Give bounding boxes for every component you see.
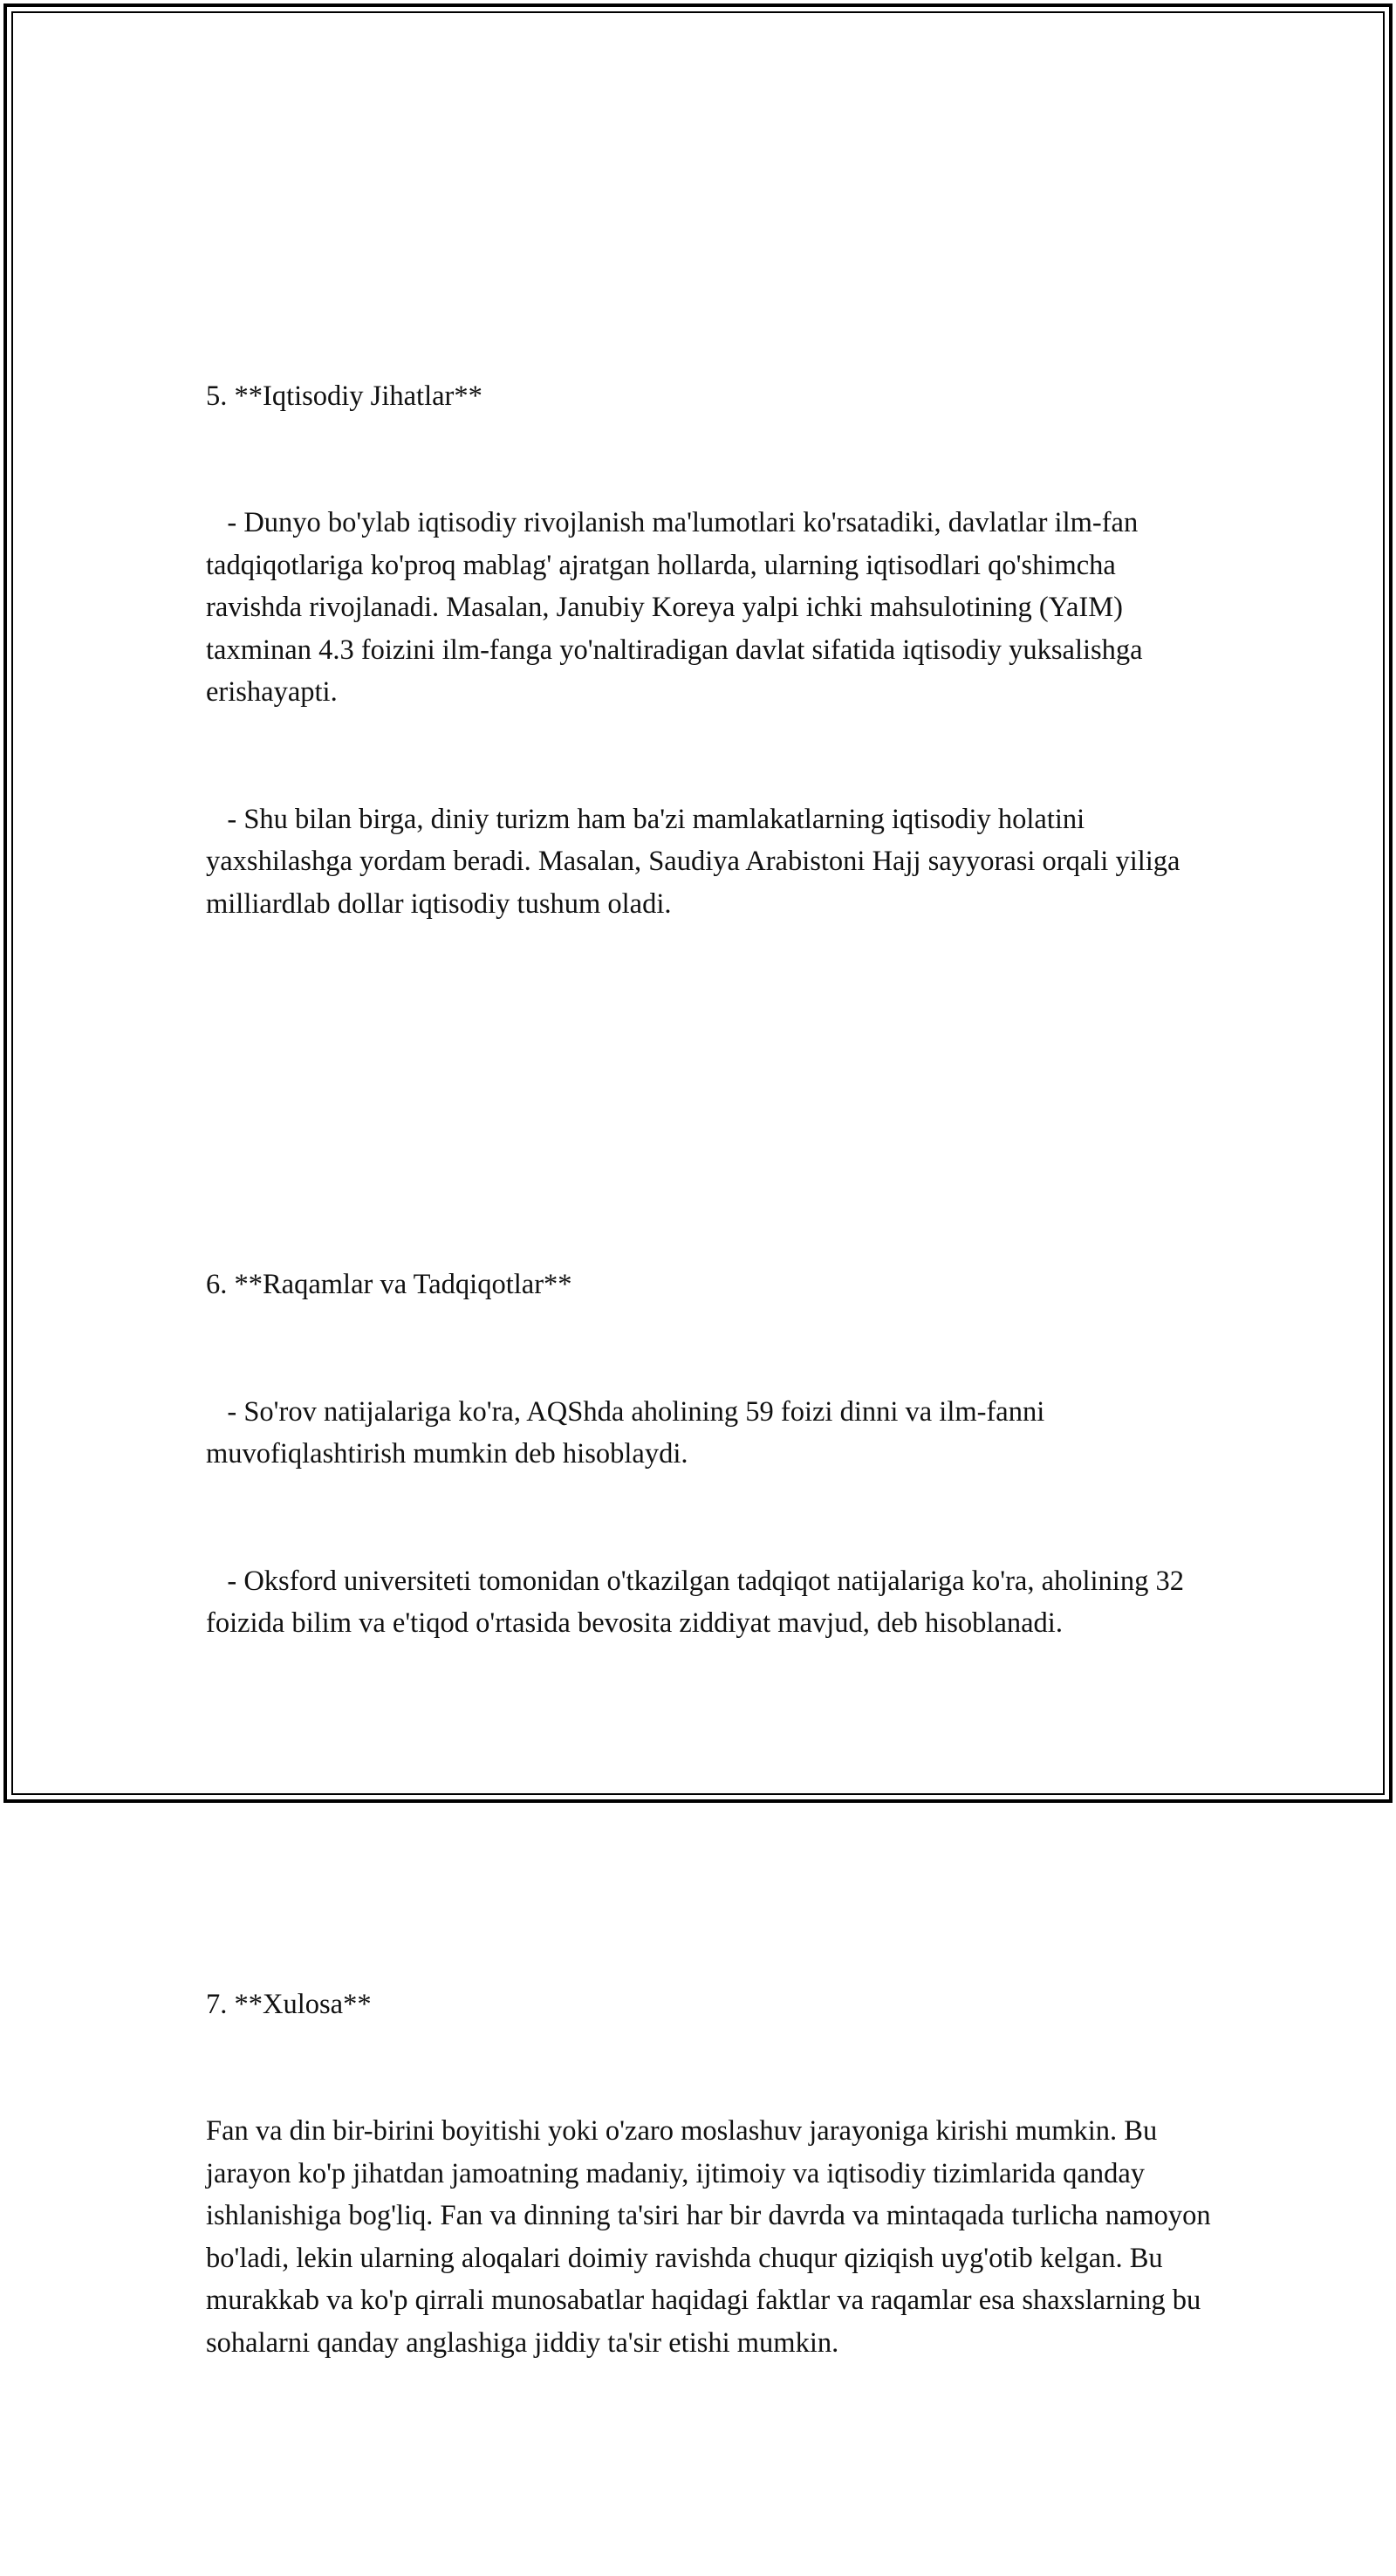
section-heading: 7. **Xulosa**	[206, 1988, 372, 2020]
section-heading: 6. **Raqamlar va Tadqiqotlar**	[206, 1269, 572, 1300]
section-economic-aspects	[206, 291, 1218, 1011]
bullet-paragraph: - So'rov natijalariga ko'ra, AQShda aholining 59 foizi dinni va ilm-fanni muvofiqlashtirish mumkin deb hisoblaydi.	[206, 1395, 1052, 1470]
section-heading: 5. **Iqtisodiy Jihatlar**	[206, 380, 482, 412]
section-conclusion	[206, 1899, 1218, 2449]
bullet-paragraph: - Dunyo bo'ylab iqtisodiy rivojlanish ma'lumotlari ko'rsatadiki, davlatlar ilm-fan tadqiqotlariga ko'proq mablag' ajratgan hollarda, ularning iqtisodlari qo'shimcha ravishda rivojlanadi. Masalan, Janubiy Koreya yalpi ichki mahsulotining (YaIM) taxminan 4.3 foizini ilm-fanga yo'naltiradigan davlat sifatida iqtisodiy yuksalishga erishayapti.	[206, 507, 1150, 708]
bullet-paragraph: - Shu bilan birga, diniy turizm ham ba'zi mamlakatlarning iqtisodiy holatini yaxshilashga yordam beradi. Masalan, Saudiya Arabistoni Hajj sayyorasi orqali yiliga milliardlab dollar iqtisodiy tushum oladi.	[206, 803, 1187, 920]
document-body	[206, 163, 1218, 2576]
conclusion-paragraph: Fan va din bir-birini boyitishi yoki o'zaro moslashuv jarayoniga kirishi mumkin. Bu jarayon ko'p jihatdan jamoatning madaniy, ijtimoiy va iqtisodiy tizimlarida qanday ishlanishiga bog'liq. Fan va dinning ta'siri har bir davrda va mintaqada turlicha namoyon bo'ladi, lekin ularning aloqalari doimiy ravishda chuqur qiziqish uyg'otib kelgan. Bu murakkab va ko'p qirrali munosabatlar haqidagi faktlar va raqamlar esa shaxslarning bu sohalarni qanday anglashiga jiddiy ta'sir etishi mumkin.	[206, 2115, 1218, 2359]
bullet-paragraph: - Oksford universiteti tomonidan o'tkazilgan tadqiqot natijalariga ko'ra, aholining 32 foizida bilim va e'tiqod o'rtasida bevosita ziddiyat mavjud, deb hisoblanadi.	[206, 1565, 1192, 1639]
section-numbers-and-research	[206, 1179, 1218, 1730]
